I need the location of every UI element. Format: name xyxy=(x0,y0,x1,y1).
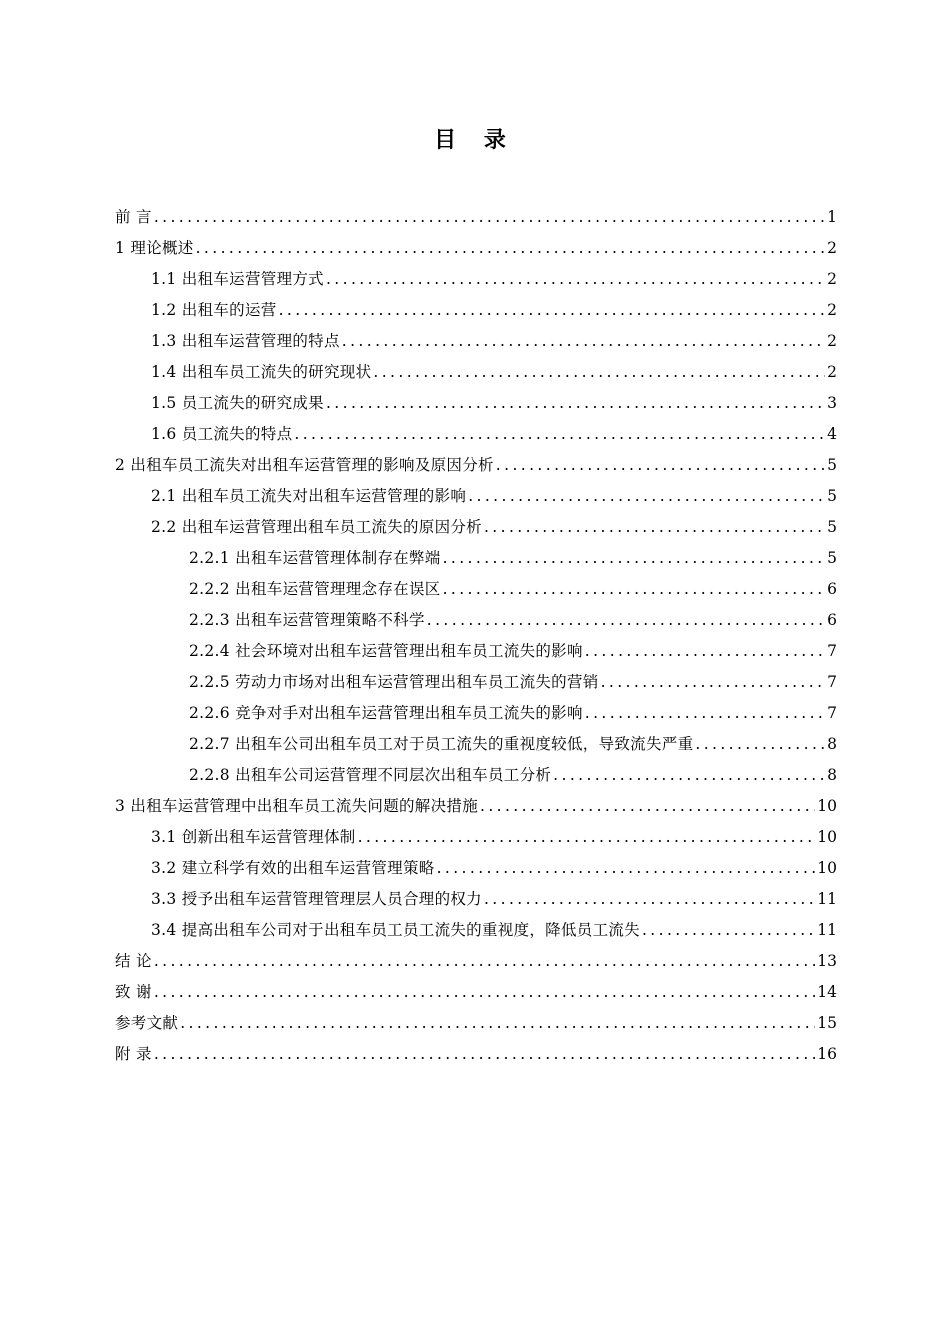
toc-leader-dots xyxy=(585,698,825,729)
toc-entry[interactable] xyxy=(115,884,837,915)
toc-entry-label: 致 谢 xyxy=(115,983,152,1001)
toc-entry-label: 2.2.6 竞争对手对出租车运营管理出租车员工流失的影响 xyxy=(189,704,583,722)
toc-entry-page: 5 xyxy=(827,549,837,567)
toc-entry-label: 参考文献 xyxy=(115,1014,179,1032)
toc-leader-dots xyxy=(585,636,825,667)
toc-entry[interactable] xyxy=(115,791,837,822)
toc-entry-page: 4 xyxy=(827,425,837,443)
toc-entry-page: 5 xyxy=(827,518,837,536)
toc-entry[interactable] xyxy=(115,388,837,419)
toc-entry-label: 3.2 建立科学有效的出租车运营管理策略 xyxy=(151,859,435,877)
toc-leader-dots xyxy=(154,977,815,1008)
toc-entry[interactable] xyxy=(115,1008,837,1039)
toc-entry-label: 1.5 员工流失的研究成果 xyxy=(151,394,324,412)
toc-entry[interactable] xyxy=(115,326,837,357)
toc-leader-dots xyxy=(437,853,816,884)
toc-entry-label: 1.1 出租车运营管理方式 xyxy=(151,270,324,288)
toc-leader-dots xyxy=(484,512,825,543)
toc-entry-label: 3 出租车运营管理中出租车员工流失问题的解决措施 xyxy=(115,797,478,815)
toc-list xyxy=(115,202,837,1070)
toc-entry-page: 15 xyxy=(817,1014,837,1032)
toc-entry-label: 1 理论概述 xyxy=(115,239,194,257)
toc-entry[interactable] xyxy=(115,295,837,326)
toc-entry-label: 3.3 授予出租车运营管理管理层人员合理的权力 xyxy=(151,890,482,908)
toc-entry-label: 1.3 出租车运营管理的特点 xyxy=(151,332,340,350)
toc-entry-page: 5 xyxy=(827,487,837,505)
toc-leader-dots xyxy=(484,884,815,915)
toc-entry-page: 7 xyxy=(827,642,837,660)
toc-leader-dots xyxy=(601,667,826,698)
toc-entry[interactable] xyxy=(115,605,837,636)
toc-entry[interactable] xyxy=(115,419,837,450)
toc-entry-page: 2 xyxy=(827,301,837,319)
toc-entry-label: 2.2.3 出租车运营管理策略不科学 xyxy=(189,611,425,629)
toc-entry[interactable] xyxy=(115,202,837,233)
toc-entry[interactable] xyxy=(115,543,837,574)
toc-entry-page: 10 xyxy=(817,859,837,877)
toc-leader-dots xyxy=(373,357,825,388)
toc-leader-dots xyxy=(427,605,825,636)
toc-entry-page: 7 xyxy=(827,673,837,691)
toc-entry[interactable] xyxy=(115,574,837,605)
toc-entry[interactable] xyxy=(115,1039,837,1070)
toc-entry-page: 6 xyxy=(827,611,837,629)
toc-title: 目 录 xyxy=(434,128,516,153)
toc-entry[interactable] xyxy=(115,822,837,853)
toc-leader-dots xyxy=(279,295,826,326)
toc-leader-dots xyxy=(326,388,825,419)
toc-entry[interactable] xyxy=(115,698,837,729)
toc-entry-page: 7 xyxy=(827,704,837,722)
toc-entry-page: 11 xyxy=(817,890,837,908)
toc-entry[interactable] xyxy=(115,636,837,667)
toc-entry-label: 2.2.7 出租车公司出租车员工对于员工流失的重视度较低，导致流失严重 xyxy=(189,735,694,753)
toc-leader-dots xyxy=(468,481,825,512)
toc-entry-page: 16 xyxy=(817,1045,837,1063)
toc-entry-label: 结 论 xyxy=(115,952,152,970)
toc-entry-page: 2 xyxy=(827,270,837,288)
toc-entry-page: 11 xyxy=(817,921,837,939)
toc-entry-page: 8 xyxy=(827,766,837,784)
toc-entry-label: 2 出租车员工流失对出租车运营管理的影响及原因分析 xyxy=(115,456,494,474)
toc-leader-dots xyxy=(154,202,825,233)
toc-leader-dots xyxy=(443,574,826,605)
toc-leader-dots xyxy=(480,791,815,822)
toc-entry-label: 2.2.1 出租车运营管理体制存在弊端 xyxy=(189,549,441,567)
toc-entry-page: 2 xyxy=(827,332,837,350)
toc-entry-label: 2.2.8 出租车公司运营管理不同层次出租车员工分析 xyxy=(189,766,552,784)
toc-entry-label: 附 录 xyxy=(115,1045,152,1063)
toc-entry-page: 10 xyxy=(817,828,837,846)
toc-leader-dots xyxy=(342,326,825,357)
toc-entry-page: 1 xyxy=(827,208,837,226)
toc-entry[interactable] xyxy=(115,729,837,760)
toc-entry-label: 2.2.2 出租车运营管理理念存在误区 xyxy=(189,580,441,598)
toc-leader-dots xyxy=(642,915,815,946)
toc-leader-dots xyxy=(196,233,826,264)
toc-entry-page: 14 xyxy=(817,983,837,1001)
toc-entry[interactable] xyxy=(115,915,837,946)
toc-entry-page: 8 xyxy=(827,735,837,753)
toc-entry[interactable] xyxy=(115,946,837,977)
toc-entry-label: 1.4 出租车员工流失的研究现状 xyxy=(151,363,372,381)
toc-entry[interactable] xyxy=(115,760,837,791)
toc-leader-dots xyxy=(326,264,825,295)
toc-entry-label: 1.6 员工流失的特点 xyxy=(151,425,293,443)
toc-entry-page: 10 xyxy=(817,797,837,815)
toc-entry[interactable] xyxy=(115,450,837,481)
toc-entry[interactable] xyxy=(115,853,837,884)
toc-leader-dots xyxy=(553,760,825,791)
toc-leader-dots xyxy=(180,1008,815,1039)
toc-entry-label: 2.2.4 社会环境对出租车运营管理出租车员工流失的影响 xyxy=(189,642,583,660)
toc-entry[interactable] xyxy=(115,264,837,295)
toc-entry-label: 3.4 提高出租车公司对于出租车员工员工流失的重视度，降低员工流失 xyxy=(151,921,640,939)
toc-leader-dots xyxy=(496,450,825,481)
toc-entry-page: 6 xyxy=(827,580,837,598)
toc-entry[interactable] xyxy=(115,481,837,512)
toc-entry-label: 2.2.5 劳动力市场对出租车运营管理出租车员工流失的营销 xyxy=(189,673,599,691)
toc-leader-dots xyxy=(154,946,815,977)
toc-entry-page: 3 xyxy=(827,394,837,412)
toc-entry-label: 2.2 出租车运营管理出租车员工流失的原因分析 xyxy=(151,518,482,536)
toc-leader-dots xyxy=(443,543,826,574)
toc-leader-dots xyxy=(294,419,825,450)
toc-entry-label: 3.1 创新出租车运营管理体制 xyxy=(151,828,356,846)
toc-entry-page: 13 xyxy=(817,952,837,970)
toc-entry-page: 2 xyxy=(827,363,837,381)
toc-entry[interactable] xyxy=(115,512,837,543)
toc-entry[interactable] xyxy=(115,667,837,698)
toc-entry-page: 5 xyxy=(827,456,837,474)
toc-entry-label: 前 言 xyxy=(115,208,152,226)
toc-leader-dots xyxy=(695,729,825,760)
toc-entry[interactable] xyxy=(115,233,837,264)
toc-entry[interactable] xyxy=(115,357,837,388)
toc-leader-dots xyxy=(154,1039,815,1070)
toc-leader-dots xyxy=(358,822,816,853)
toc-entry[interactable] xyxy=(115,977,837,1008)
toc-entry-label: 1.2 出租车的运营 xyxy=(151,301,277,319)
toc-entry-label: 2.1 出租车员工流失对出租车运营管理的影响 xyxy=(151,487,467,505)
toc-entry-page: 2 xyxy=(827,239,837,257)
